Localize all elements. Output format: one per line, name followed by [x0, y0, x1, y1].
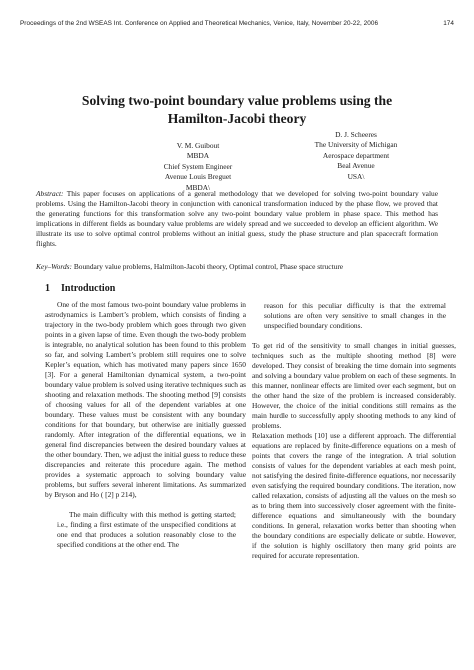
keywords	[36, 262, 438, 272]
paragraph: One of the most famous two-point boundary value problems in astrodynamics is Lambert’s problem, which consists of finding a trajectory in the two-body problem which goes through two given points in a given lapse of time. Even though the two-body problem is integrable, no analytical solution has been found to this problem so far, and solving Lambert’s problem still requires one to solve Kepler’s equation, which has motivated many papers since 1650 [3]. For a general Hamiltonian dynamical system, a two-point boundary value problem is solved using iterative techniques such as shooting and relaxation methods. The shooting method [9] consists of choosing values for all of the dependent variables at one boundary. These values must be consistent with any boundary conditions for that boundary, but otherwise are initially guessed randomly. After integration of the differential equations, we in general find discrepancies between the desired boundary values at the other boundary. Then, we adjust the initial guess to reduce these discrepancies and reiterate this procedure again. The method provides a systematic approach to solving boundary value problems, but suffers several inherent limitations. As summarized by Bryson and Ho ( [2] p 214),	[45, 300, 246, 499]
block-quote-continuation: reason for this peculiar difficulty is that the extremal solutions are often very sensitive to small changes in the unspecified boundary conditions.	[264, 301, 446, 330]
abstract	[36, 189, 438, 249]
author-address: Beal Avenue	[337, 161, 375, 171]
block-quote: The main difficulty with this method is getting started; i.e., finding a first estimate of the unspecified conditions at one end that produces a solution reasonably close to the specified conditions at the other end. The	[57, 510, 236, 549]
abstract-label: Abstract:	[36, 189, 64, 198]
page-number: 174	[443, 20, 454, 27]
section-title: Introduction	[61, 283, 116, 294]
title-line-1: Solving two-point boundary value problems using the	[81, 93, 393, 108]
left-column	[45, 300, 246, 550]
paper-title	[40, 92, 434, 128]
paragraph: Relaxation methods [10] use a different approach. The differential equations are replaced by finite-difference equations on a mesh of points that covers the range of the integration. A trial solution consists of values for the dependent variables at each mesh point, not satisfying the desired finite-difference equations, nor necessarily even satisfying the required boundary conditions. The iteration, now called relaxation, consists of adjusting all the values on the mesh so as to bring them into successively closer agreement with the finite-difference equations and simultaneously with the boundary conditions. In general, relaxation works better than shooting when the boundary conditions are especially delicate or subtle. However, if the solution is highly oscillatory then many grid points are required for accurate representation.	[252, 431, 456, 560]
author-affiliation: The University of Michigan	[314, 140, 398, 150]
author-block-right	[294, 130, 418, 182]
title-line-2: Hamilton-Jacobi theory	[167, 111, 307, 126]
right-column	[252, 301, 456, 561]
author-name: D. J. Scheeres	[335, 130, 377, 139]
running-header	[20, 20, 454, 27]
author-block-left	[138, 141, 258, 193]
paragraph: To get rid of the sensitivity to small changes in initial guesses, techniques such as the multiple shooting method [8] were developed. They consist of breaking the time domain into segments and solving a boundary value problem on each of these segments. In this manner, nonlinear effects are limited over each segment, but on the other hand the size of the problem is increased considerably. However, the choice of the initial conditions still remains as the main hurdle to successfully apply shooting methods to any kind of problems.	[252, 341, 456, 430]
running-head-text: Proceedings of the 2nd WSEAS Int. Conference on Applied and Theoretical Mechanics, Venice, Italy, November 20-22, 2006	[20, 20, 379, 27]
abstract-text: This paper focuses on applications of a general methodology that we developed for solving two-point boundary value problems. Using the Hamilton-Jacobi theory in conjunction with canonical transformation induced by the phase flow, we proved that the generating functions for this transformation solve any two-point boundary value problem in phase space. This method has implications in different fields as boundary value problems are widely spread and we succeeded to develop an efficient algorithm. We illustrate its use to solve optimal control problems without an initial guess, study the phase structure and plan spacecraft formation flights.	[36, 189, 438, 248]
author-country: USA\	[347, 171, 365, 181]
author-department: Aerospace department	[322, 150, 390, 160]
author-affiliation: MBDA	[186, 151, 210, 161]
author-country: MBDA\	[185, 182, 211, 192]
section-heading	[45, 283, 115, 295]
author-address: Avenue Louis Breguet	[164, 172, 232, 182]
keywords-label: Key–Words:	[36, 262, 72, 271]
author-position: Chief System Engineer	[163, 161, 233, 171]
keywords-text: Boundary value problems, Halmilton-Jacobi theory, Optimal control, Phase space structure	[72, 262, 344, 271]
section-number: 1	[45, 283, 50, 294]
author-name: V. M. Guibout	[176, 141, 220, 150]
